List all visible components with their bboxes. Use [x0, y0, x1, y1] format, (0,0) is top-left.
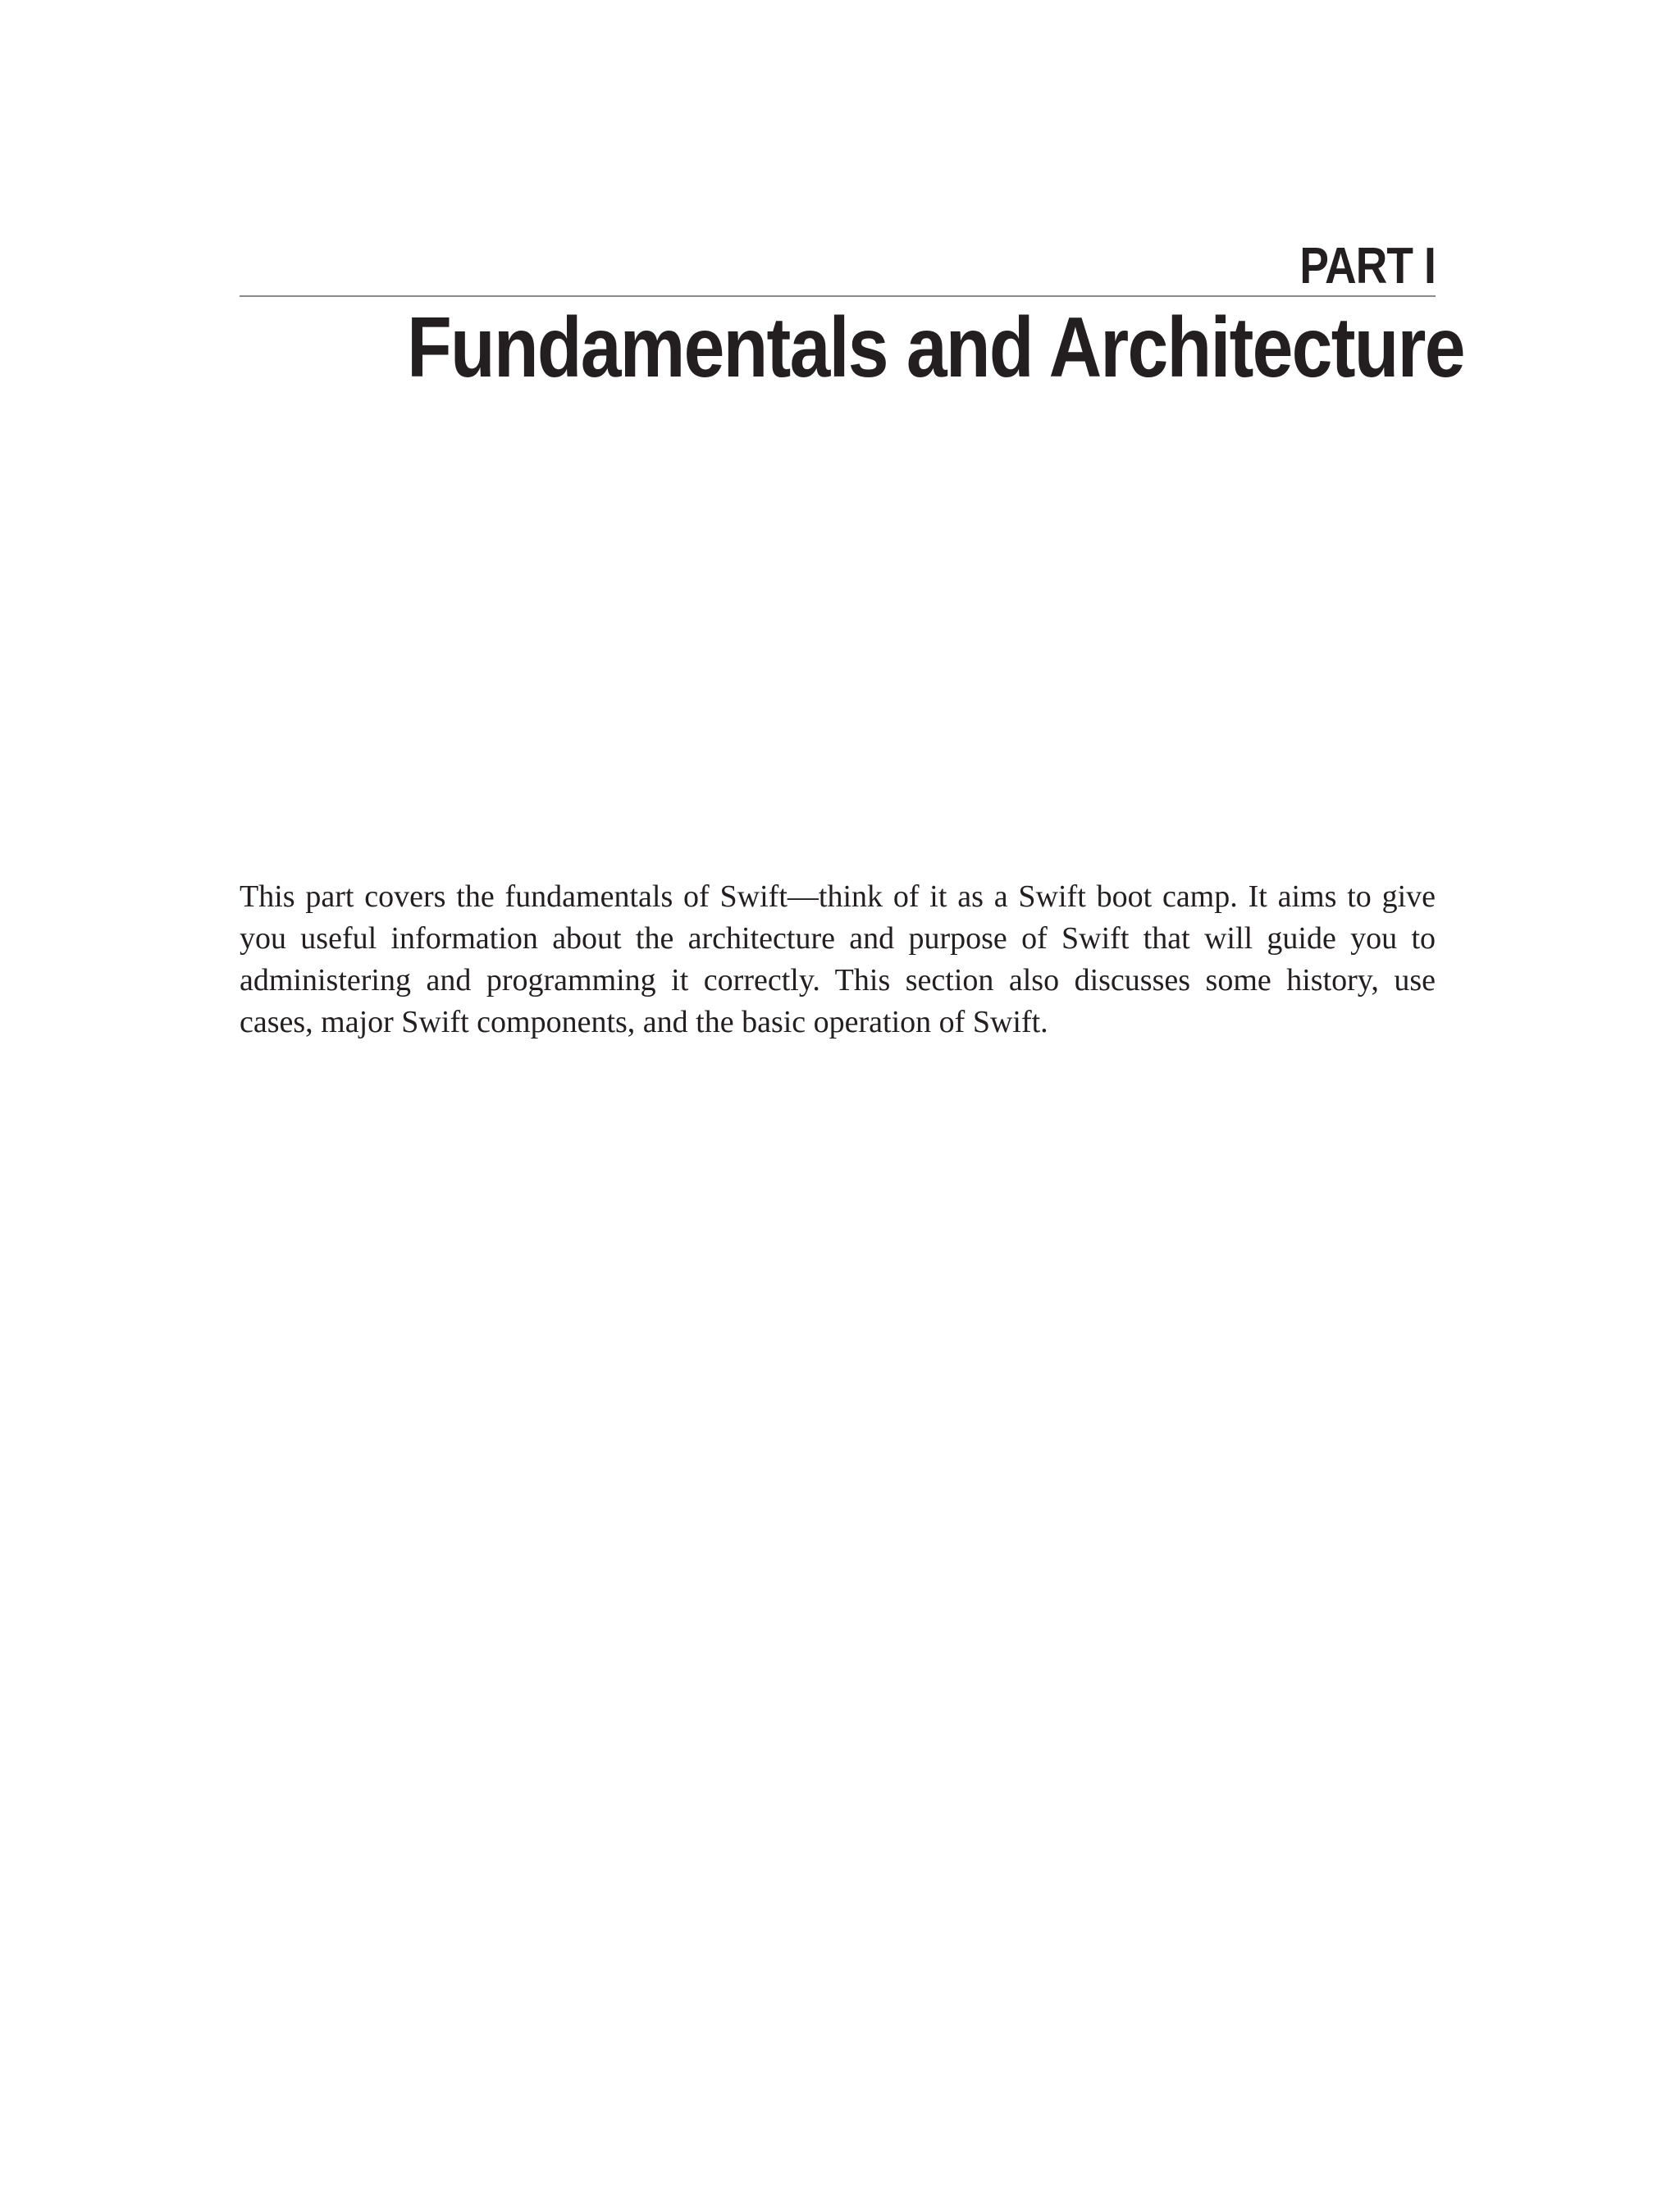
- part-title: Fundamentals and Architecture: [407, 300, 1464, 395]
- part-label: PART I: [1299, 238, 1436, 294]
- part-header: [240, 238, 1464, 395]
- part-intro-paragraph: This part covers the fundamentals of Swift—think of it as a Swift boot camp. It aims to give you useful information about the architecture and purpose of Swift that will guide you to administering and programming it correctly. This section also discusses some history, use cases, major Swift components, and the basic operation of Swift.: [240, 879, 1436, 1039]
- part-divider-rule: [240, 295, 1436, 297]
